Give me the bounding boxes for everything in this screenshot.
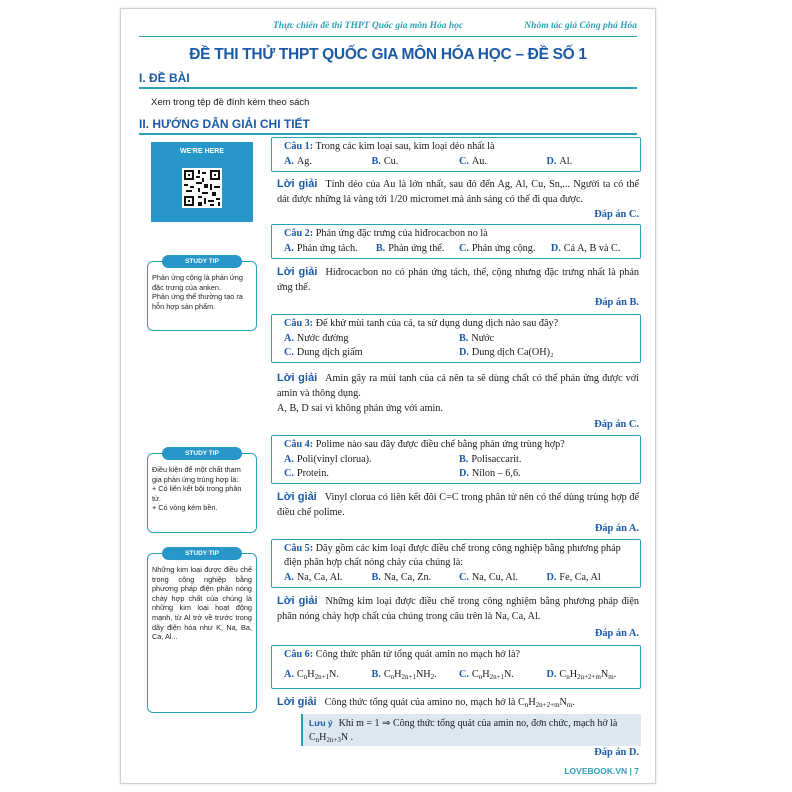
solution-text: Vinyl clorua có liên kết đôi C=C trong phân tử nên có thể dùng trùng hợp để điều chế polime. [277, 492, 639, 518]
question-5-box [271, 539, 641, 588]
section-exam-text: Xem trong tệp đề đính kèm theo sách [151, 97, 310, 108]
option-c: C. Dung dịch giấm [284, 347, 363, 358]
solution-text: Những kim loại được điều chế trong công nghiệm bằng phương pháp điện phân nóng chảy hợp chất của chúng trong câu trên là Na, Ca, Al. [277, 596, 639, 622]
question-text: Công thức phân tử tổng quát amin no mạch hở là? [315, 649, 520, 660]
option-b: B. $C_nH_{2n+1}NH_2$. [371, 669, 437, 681]
solution-5 [277, 594, 639, 624]
study-tip-line: Điều kiện để một chất tham gia phản ứng trùng hợp là: [152, 465, 241, 484]
option-d: D. Nilon – 6,6. [459, 468, 521, 479]
answer-1: Đáp án C. [594, 209, 639, 220]
question-options [284, 668, 634, 682]
page-footer: LOVEBOOK.VN | 7 [564, 766, 639, 776]
option-c: C. Au. [459, 156, 487, 167]
question-1-box [271, 137, 641, 172]
study-tip-1 [147, 258, 257, 331]
book-page [120, 8, 656, 784]
formula-general-amine: $C_nH_{2n+2+m}N_m$. [518, 697, 575, 709]
solution-label: Lời giải [277, 178, 318, 190]
option-b: B. Na, Ca, Zn. [371, 572, 432, 583]
option-c: C. Protein. [284, 468, 329, 479]
question-3-box [271, 314, 641, 363]
solution-4 [277, 490, 639, 520]
question-options [284, 242, 634, 256]
qr-panel [151, 142, 253, 222]
option-d: D. Dung dịch Ca(OH)₂ [459, 347, 554, 358]
question-text: Polime nào sau đây được điều chế bằng phản ứng trùng hợp? [315, 439, 565, 450]
question-options [284, 155, 634, 169]
qr-label: WE'RE HERE [179, 148, 225, 155]
study-tip-line: + Có vòng kém bền. [152, 503, 218, 513]
solution-text: Công thức tổng quát của amino no, mạch hở là [324, 697, 516, 708]
page-title: ĐỀ THI THỬ THPT QUỐC GIA MÔN HÓA HỌC – ĐỀ SỐ 1 [189, 46, 587, 63]
solution-label: Lời giải [277, 595, 318, 607]
section-heading-solutions: II. HƯỚNG DẪN GIẢI CHI TIẾT [139, 117, 637, 135]
study-tip-line: + Có liên kết bội trong phân tử. [152, 484, 242, 503]
study-tip-badge: STUDY TIP [162, 447, 242, 460]
question-number: Câu 1: [284, 141, 314, 152]
question-2-box [271, 224, 641, 259]
solution-text: Hiđrocacbon no có phản ứng tách, thế, cộng nhưng đặc trưng nhất là phản ứng thế. [277, 267, 639, 293]
study-tip-badge: STUDY TIP [162, 547, 242, 560]
option-a: A. Na, Ca, Al. [284, 572, 343, 583]
option-d: D. Fe, Ca, Al [546, 572, 601, 583]
option-b: B. Phản ứng thế. [375, 243, 445, 254]
question-number: Câu 3: [284, 318, 314, 329]
option-a: A. $C_nH_{2n+1}N$. [284, 669, 339, 681]
question-number: Câu 2: [284, 228, 314, 239]
solution-3 [277, 371, 639, 416]
answer-4: Đáp án A. [594, 523, 639, 534]
solution-label: Lời giải [277, 372, 318, 384]
question-number: Câu 5: [284, 543, 314, 554]
option-a: A. Poli(vinyl clorua). [284, 454, 372, 465]
study-tip-2 [147, 450, 257, 533]
study-tip-line: Những kim loại được điều chế trong công nghiệp bằng phương pháp điện phân nóng chảy hợp chất của chúng là những kim loại hoạt động mạnh, từ Al trở về trước trong dãy điện hóa như K, Na, Ba, Ca, Al... [152, 565, 252, 642]
option-b: B. Cu. [371, 156, 399, 167]
question-text: Để khử mùi tanh của cá, ta sử dụng dung dịch nào sau đây? [315, 318, 559, 329]
study-tip-badge: STUDY TIP [162, 255, 242, 268]
note-formula: $C_nH_{2n+3}N$ . [309, 732, 354, 744]
option-d: D. $C_nH_{2n+2+m}N_m$. [546, 669, 617, 681]
question-text: Trong các kim loại sau, kim loại dẻo nhất là [315, 141, 495, 152]
solution-text: Tính dẻo của Au là lớn nhất, sau đó đến Ag, Al, Cu, Sn,... Người ta có thể dát được những lá vàng tới 1/20 micromet mà ánh sáng có thể đi qua được. [277, 179, 640, 205]
solution-label: Lời giải [277, 266, 318, 278]
note-text: Khi m = 1 ⇒ Công thức tổng quát của amin no, đơn chức, mạch hở là [338, 718, 618, 729]
running-header-left: Thực chiến đề thi THPT Quốc gia môn Hóa học [273, 21, 464, 31]
answer-5: Đáp án A. [594, 628, 639, 639]
answer-3: Đáp án C. [594, 419, 639, 430]
note-box [301, 714, 641, 746]
option-c: C. $C_nH_{2n+1}N$. [459, 669, 514, 681]
question-text: Phản ứng đặc trưng của hiđrocacbon no là [315, 228, 488, 239]
question-4-box [271, 435, 641, 484]
question-6-box [271, 645, 641, 689]
study-tip-line: Phản ứng thế thường tạo ra hỗn hợp sản phẩm. [152, 292, 243, 311]
question-options [284, 332, 634, 360]
running-header-right: Nhóm tác giả Công phá Hóa [524, 21, 637, 31]
option-b: B. Nước [459, 333, 495, 344]
qr-code-icon[interactable] [182, 168, 222, 208]
option-d: D. Al. [546, 156, 573, 167]
option-a: A. Phản ứng tách. [284, 243, 358, 254]
option-a: A. Nước đường [284, 333, 349, 344]
note-label: Lưu ý [309, 718, 333, 728]
question-number: Câu 4: [284, 439, 314, 450]
option-c: C. Na, Cu, Al. [459, 572, 519, 583]
solution-2 [277, 265, 639, 295]
solution-text-2: A, B, D sai vì không phản ứng với amin. [277, 403, 443, 414]
solution-label: Lời giải [277, 491, 317, 503]
section-heading-exam: I. ĐỀ BÀI [139, 71, 637, 89]
solution-text: Amin gây ra mùi tanh của cá nên ta sẽ dùng chất có thể phản ứng được với amin và thông dụng. [277, 373, 639, 399]
option-d: D. Cả A, B và C. [550, 243, 621, 254]
question-text: Dãy gồm các kim loại được điều chế trong công nghiệp bằng phương pháp điện phân hợp chất nóng chảy của chúng là: [284, 543, 621, 568]
question-options [284, 453, 634, 481]
answer-2: Đáp án B. [594, 297, 639, 308]
answer-6: Đáp án D. [594, 747, 639, 758]
option-b: B. Polisaccarit. [459, 454, 522, 465]
option-c: C. Phản ứng cộng. [458, 243, 536, 254]
solution-1 [277, 177, 639, 207]
solution-6 [277, 695, 639, 710]
study-tip-line: Phản ứng cộng là phản ứng đặc trưng của anken. [152, 273, 243, 292]
question-number: Câu 6: [284, 649, 314, 660]
option-a: A. Ag. [284, 156, 312, 167]
question-options [284, 571, 634, 585]
solution-label: Lời giải [277, 696, 317, 708]
header-divider [139, 36, 637, 37]
study-tip-3 [147, 550, 257, 713]
